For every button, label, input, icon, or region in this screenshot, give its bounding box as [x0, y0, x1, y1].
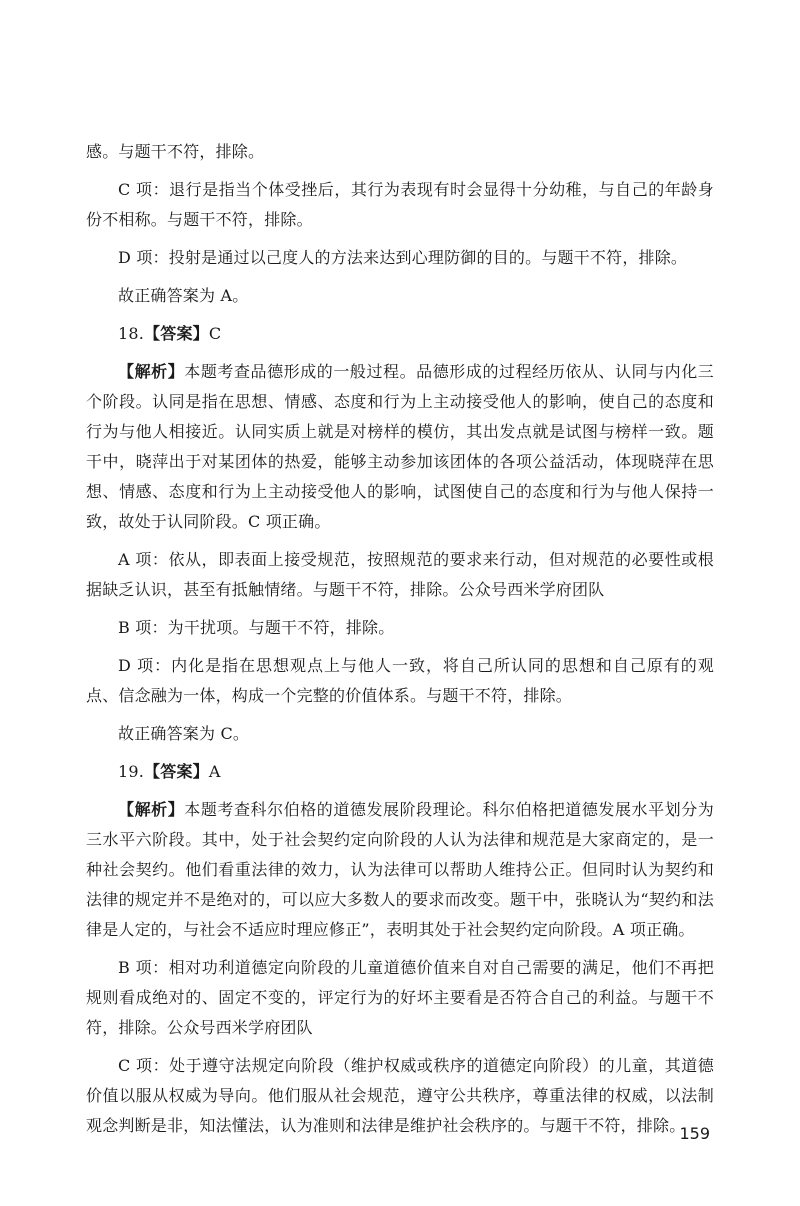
question-number: 18. [118, 324, 145, 343]
question-19-option-c: C 项：处于遵守法规定向阶段（维护权威或秩序的道德定向阶段）的儿童，其道德价值以服从权威为导向。他们服从社会规范，遵守公共秩序，尊重法律的权威，以法制观念判断是非，知法懂法，认为准则和法律是维护社会秩序的。与题干不符，排除。 [86, 1056, 714, 1135]
page-body [86, 137, 714, 1149]
question-18-option-b: B 项：为干扰项。与题干不符，排除。 [118, 618, 395, 637]
page-number: 159 [679, 1124, 710, 1143]
answer-conclusion: 故正确答案为 A。 [118, 286, 249, 305]
question-18-analysis [86, 357, 714, 537]
question-18-option-a: A 项：依从，即表面上接受规范，按照规范的要求来行动，但对规范的必要性或根据缺乏认识，甚至有抵触情绪。与题干不符，排除。公众号西米学府团队 [86, 550, 714, 599]
option-d-explanation: D 项：投射是通过以己度人的方法来达到心理防御的目的。与题干不符，排除。 [118, 248, 688, 267]
answer-value: A [208, 762, 221, 781]
question-18-conclusion: 故正确答案为 C。 [118, 724, 250, 743]
question-18-option-d: D 项：内化是指在思想观点上与他人一致，将自己所认同的思想和自己原有的观点、信念融为一体，构成一个完整的价值体系。与题干不符，排除。 [86, 656, 714, 705]
answer-value: C [208, 324, 222, 343]
answer-label: 【答案】 [144, 762, 209, 781]
option-c-explanation: C 项：退行是指当个体受挫后，其行为表现有时会显得十分幼稚，与自己的年龄身份不相称。与题干不符，排除。 [86, 180, 714, 229]
question-18-answer [86, 319, 714, 349]
question-19-option-b: B 项：相对功利道德定向阶段的儿童道德价值来自对自己需要的满足，他们不再把规则看成绝对的、固定不变的，评定行为的好坏主要看是否符合自己的利益。与题干不符，排除。公众号西米学府团队 [86, 958, 714, 1037]
paragraph-continuation: 感。与题干不符，排除。 [86, 142, 265, 161]
analysis-label: 【解析】 [118, 800, 185, 819]
question-number: 19. [118, 762, 145, 781]
question-19-answer [86, 757, 714, 787]
analysis-text: 本题考查品德形成的一般过程。品德形成的过程经历依从、认同与内化三个阶段。认同是指在思想、情感、态度和行为上主动接受他人的影响，使自己的态度和行为与他人相接近。认同实质上就是对榜样的模仿，其出发点就是试图与榜样一致。题干中，晓萍出于对某团体的热爱，能够主动参加该团体的各项公益活动，体现晓萍在思想、情感、态度和行为上主动接受他人的影响，试图使自己的态度和行为与他人保持一致，故处于认同阶段。C 项正确。 [86, 362, 714, 531]
answer-label: 【答案】 [144, 324, 209, 343]
analysis-label: 【解析】 [118, 362, 185, 381]
question-19-analysis [86, 795, 714, 945]
analysis-text: 本题考查科尔伯格的道德发展阶段理论。科尔伯格把道德发展水平划分为三水平六阶段。其中，处于社会契约定向阶段的人认为法律和规范是大家商定的，是一种社会契约。他们看重法律的效力，认为法律可以帮助人维持公正。但同时认为契约和法律的规定并不是绝对的，可以应大多数人的要求而改变。题干中，张晓认为“契约和法律是人定的，与社会不适应时理应修正”，表明其处于社会契约定向阶段。A 项正确。 [86, 800, 714, 939]
